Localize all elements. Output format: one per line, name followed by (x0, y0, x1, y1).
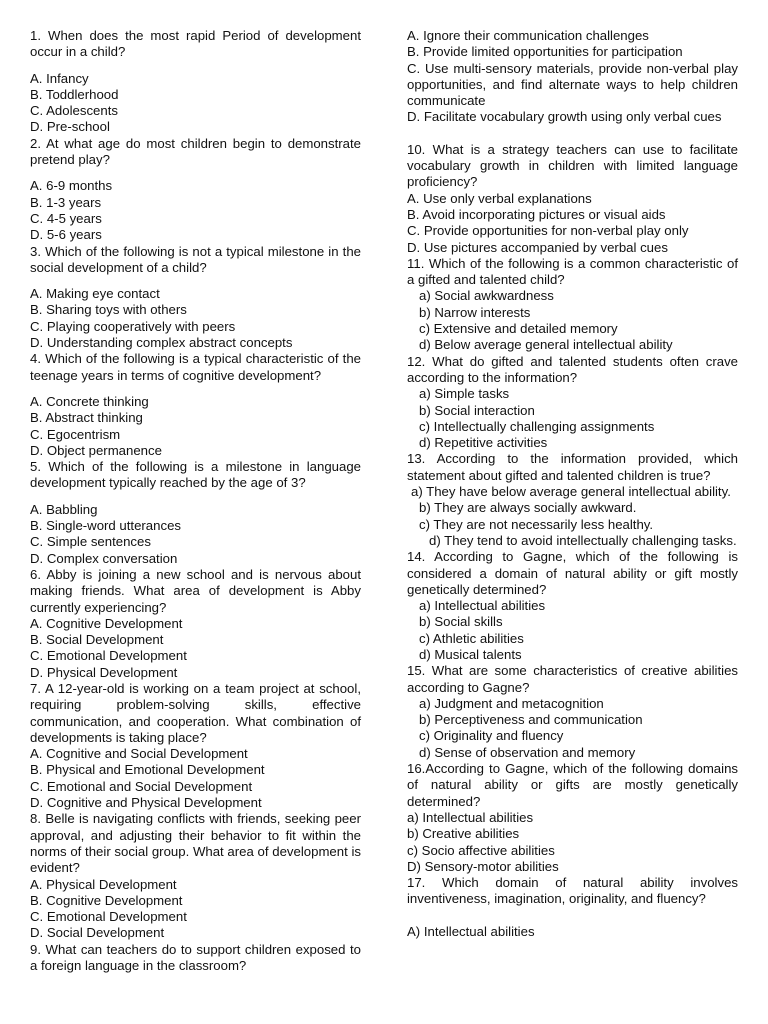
option: A. Concrete thinking (30, 393, 149, 409)
question-block (30, 351, 361, 459)
question-block (407, 761, 738, 875)
right-column (407, 28, 738, 940)
option: B. Sharing toys with others (30, 302, 187, 318)
option-list (30, 394, 361, 459)
question-text: 13. According to the information provided, which statement about gifted and talented children is true? (407, 451, 738, 483)
question-text: 12. What do gifted and talented students often crave according to the information? (407, 353, 738, 385)
option-list (30, 286, 361, 351)
option: D) Sensory-motor abilities (407, 858, 559, 874)
option: A) Intellectual abilities (407, 923, 535, 939)
question-block (30, 244, 361, 352)
option: d) They tend to avoid intellectually challenging tasks. (429, 532, 737, 548)
option: d) Below average general intellectual ability (419, 337, 673, 353)
option: a) Social awkwardness (419, 288, 554, 304)
option: B. Single-word utterances (30, 518, 181, 534)
option: A. Making eye contact (30, 286, 160, 302)
option: a) Intellectual abilities (419, 598, 546, 614)
question-block (407, 256, 738, 354)
option: a) Simple tasks (419, 386, 510, 402)
question-block (30, 681, 361, 811)
option: A. Infancy (30, 70, 89, 86)
option: c) Athletic abilities (419, 630, 524, 646)
option-list (407, 598, 738, 663)
option: b) Social skills (419, 614, 503, 630)
option: a) They have below average general intellectual ability. (411, 484, 731, 500)
question-block (30, 942, 361, 975)
question-text: 7. A 12-year-old is working on a team project at school, requiring problem-solving skills, effective communication, and cooperation. What combination of developments is taking place? (30, 680, 361, 745)
question-block (407, 354, 738, 452)
option: C. Emotional Development (30, 909, 187, 925)
option: c) Extensive and detailed memory (419, 321, 618, 337)
option: C. Emotional and Social Development (30, 778, 253, 794)
option: d) Musical talents (419, 646, 522, 662)
option: A. Use only verbal explanations (407, 190, 592, 206)
question-block (407, 663, 738, 761)
question-text: 9. What can teachers do to support children exposed to a foreign language in the classroom? (30, 941, 361, 974)
spacer (407, 908, 738, 924)
option: A. 6-9 months (30, 178, 113, 194)
option: c) Originality and fluency (419, 728, 564, 744)
option-list (30, 178, 361, 243)
question-block (407, 142, 738, 256)
option: C. Provide opportunities for non-verbal play only (407, 223, 689, 239)
option-list (407, 28, 738, 126)
option: C. Simple sentences (30, 534, 151, 550)
option: B. Social Development (30, 632, 164, 648)
option: B. Avoid incorporating pictures or visual aids (407, 206, 666, 222)
option: C. Egocentrism (30, 426, 121, 442)
option: D. Understanding complex abstract concepts (30, 335, 293, 351)
option: b) They are always socially awkward. (419, 500, 637, 516)
option: B. Abstract thinking (30, 410, 143, 426)
option: C. Emotional Development (30, 648, 187, 664)
option: C. Playing cooperatively with peers (30, 318, 236, 334)
option-list (407, 810, 738, 875)
option-list (407, 386, 738, 451)
option: B. 1-3 years (30, 194, 102, 210)
option: a) Intellectual abilities (407, 809, 534, 825)
option: b) Creative abilities (407, 826, 520, 842)
question-text: 5. Which of the following is a milestone in language development typically reached by the age of 3? (30, 459, 361, 491)
question-block (30, 811, 361, 941)
option: A. Babbling (30, 501, 98, 517)
option-list (407, 484, 738, 549)
option: B. Toddlerhood (30, 86, 119, 102)
option: d) Repetitive activities (419, 435, 548, 451)
option-list (30, 877, 361, 942)
question-text: 3. Which of the following is not a typical milestone in the social development of a child? (30, 243, 361, 275)
option: C. Adolescents (30, 103, 118, 119)
option: D. Complex conversation (30, 550, 178, 566)
option: D. Facilitate vocabulary growth using only verbal cues (407, 109, 722, 125)
question-text: 1. When does the most rapid Period of development occur in a child? (30, 28, 361, 60)
option: B. Provide limited opportunities for participation (407, 44, 683, 60)
question-block (30, 567, 361, 681)
question-block (30, 136, 361, 244)
option: C. Use multi-sensory materials, provide non-verbal play opportunities, and find alternate ways to help children communicate (407, 60, 738, 109)
option: A. Ignore their communication challenges (407, 28, 649, 43)
option: A. Physical Development (30, 876, 177, 892)
option: d) Sense of observation and memory (419, 744, 636, 760)
question-text: 4. Which of the following is a typical characteristic of the teenage years in terms of cognitive development? (30, 351, 361, 383)
option: c) They are not necessarily less healthy. (419, 516, 654, 532)
option: D. Object permanence (30, 442, 162, 458)
question-text: 15. What are some characteristics of creative abilities according to Gagne? (407, 663, 738, 695)
option: D. 5-6 years (30, 227, 102, 243)
option-list (407, 288, 738, 353)
option: D. Social Development (30, 925, 165, 941)
option: D. Pre-school (30, 119, 110, 135)
option: b) Narrow interests (419, 304, 531, 320)
question-text: 10. What is a strategy teachers can use to facilitate vocabulary growth in children with limited language proficiency? (407, 141, 738, 190)
question-block (30, 459, 361, 567)
option: A. Cognitive Development (30, 615, 183, 631)
option-list (407, 924, 738, 940)
spacer (407, 126, 738, 142)
question-text: 16.According to Gagne, which of the following domains of natural ability or gifts are mostly genetically determined? (407, 761, 738, 809)
question-block (407, 549, 738, 663)
question-text: 2. At what age do most children begin to demonstrate pretend play? (30, 135, 361, 168)
option-list (407, 696, 738, 761)
question-block (407, 451, 738, 549)
option-list (30, 502, 361, 567)
option-list (30, 746, 361, 811)
question-text: 6. Abby is joining a new school and is nervous about making friends. What area of development is Abby currently experiencing? (30, 566, 361, 615)
option: b) Perceptiveness and communication (419, 712, 643, 728)
option: c) Intellectually challenging assignments (419, 418, 655, 434)
question-block (407, 875, 738, 908)
option: C. 4-5 years (30, 210, 102, 226)
option: D. Use pictures accompanied by verbal cues (407, 239, 668, 255)
question-text: 8. Belle is navigating conflicts with friends, seeking peer approval, and adjusting their behavior to fit within the norms of their social group. What area of development is evident? (30, 811, 361, 876)
left-column (30, 28, 361, 974)
option-list (30, 616, 361, 681)
option: D. Cognitive and Physical Development (30, 795, 262, 811)
option: B. Cognitive Development (30, 892, 183, 908)
option-list (30, 71, 361, 136)
option: D. Physical Development (30, 664, 178, 680)
option: c) Socio affective abilities (407, 842, 555, 858)
question-text: 17. Which domain of natural ability involves inventiveness, imagination, originality, and fluency? (407, 875, 738, 907)
option-list (407, 191, 738, 256)
option: B. Physical and Emotional Development (30, 762, 265, 778)
question-text: 11. Which of the following is a common characteristic of a gifted and talented child? (407, 255, 738, 288)
option: b) Social interaction (419, 402, 535, 418)
option: a) Judgment and metacognition (419, 695, 604, 711)
option: A. Cognitive and Social Development (30, 746, 248, 762)
question-block (30, 28, 361, 136)
question-text: 14. According to Gagne, which of the following is considered a domain of natural ability or gift mostly genetically determined? (407, 549, 738, 597)
